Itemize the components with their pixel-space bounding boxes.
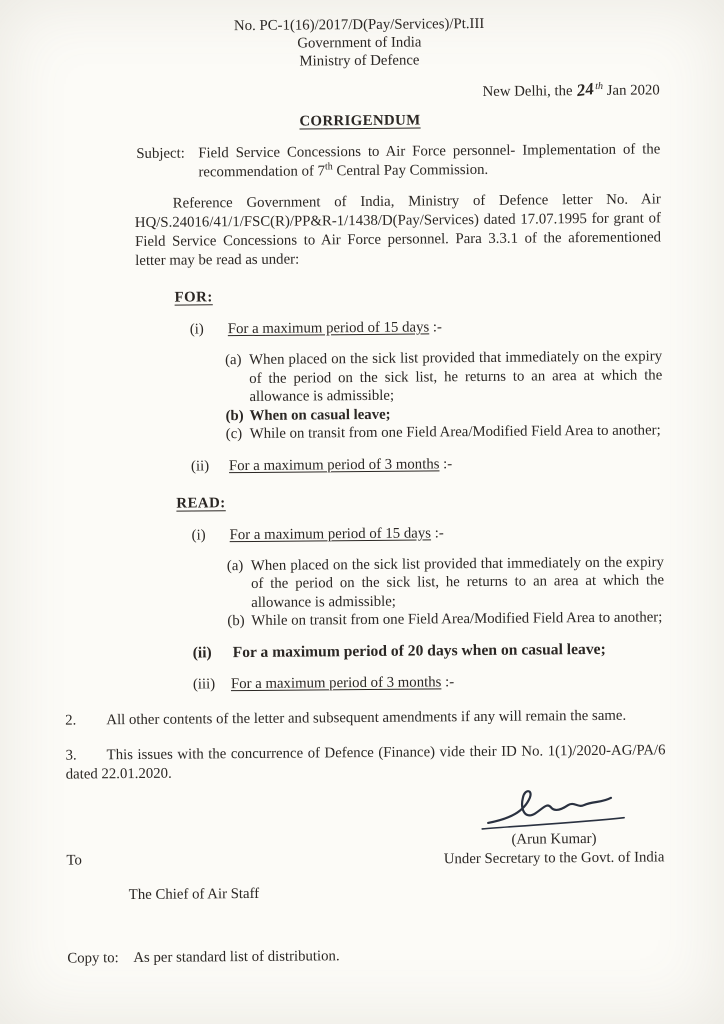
subclause-text: When placed on the sick list provided that immediately on the expiry of the period on the sick list, he returns to an area at which the allowance is admissible; xyxy=(250,553,665,611)
clause-text: For a maximum period of 15 days :- xyxy=(227,319,443,338)
paragraph-3 xyxy=(65,741,665,784)
handwritten-day-suffix: th xyxy=(595,80,604,93)
for-heading: FOR: xyxy=(174,289,213,306)
signatory-designation: Under Secretary to the Govt. of India xyxy=(443,848,665,867)
paragraph-number: 2. xyxy=(65,712,77,729)
clause-label: (i) xyxy=(191,526,206,543)
read-subclause-a xyxy=(227,553,664,612)
subclause-text: When placed on the sick list provided that immediately on the expiry of the period on the sick list, he returns to an area at which the allowance is admissible; xyxy=(249,348,663,405)
signature-row xyxy=(66,783,667,872)
signature-scribble xyxy=(473,783,633,834)
subclause-label: (c) xyxy=(225,426,243,443)
signatory-name: (Arun Kumar) xyxy=(511,830,597,848)
clause-text: For a maximum period of 15 days :- xyxy=(229,524,444,543)
copy-to-line xyxy=(67,944,667,968)
read-subclause-b xyxy=(227,608,664,630)
handwritten-day: 24 xyxy=(576,79,596,101)
subclause-label: (b) xyxy=(227,613,245,630)
clause-label: (ii) xyxy=(192,643,212,661)
paragraph-number: 3. xyxy=(65,747,77,764)
clause-text: For a maximum period of 20 days when on casual leave; xyxy=(232,640,606,661)
clause-label: (iii) xyxy=(192,675,216,692)
reference-number: No. PC-1(16)/2017/D(Pay/Services)/Pt.III xyxy=(233,15,485,35)
read-section xyxy=(63,472,665,695)
copy-to-text: As per standard list of distribution. xyxy=(133,947,340,966)
clause-text: For a maximum period of 3 months :- xyxy=(228,455,453,474)
read-clause-iii xyxy=(193,671,665,694)
addressee: The Chief of Air Staff xyxy=(128,885,260,903)
ordinal-superscript: th xyxy=(324,161,333,173)
month-year: Jan 2020 xyxy=(606,82,660,99)
subclause-text: When on casual leave; xyxy=(249,406,391,424)
signature-block xyxy=(443,783,666,869)
subclause-text: While on transit from one Field Area/Modified Field Area to another; xyxy=(251,609,663,629)
clause-label: (i) xyxy=(189,321,204,338)
read-clause-i xyxy=(192,522,664,545)
reference-paragraph: Reference Government of India, Ministry of Defence letter No. Air HQ/S.24016/41/1/FSC(R)/PP&R-1/1438/D(Pay/Services) dated 17.07.1995 for grant of Field Service Concessions to Air Force personnel. Para 3.3.1 of the aforementioned letter may be read as under: xyxy=(134,191,662,269)
paragraph-text: All other contents of the letter and subsequent amendments if any will remain the same. xyxy=(106,707,627,728)
subclause-label: (a) xyxy=(226,557,244,574)
dateline xyxy=(60,79,660,105)
for-subclause-a xyxy=(225,347,662,406)
letterhead xyxy=(59,13,659,72)
clause-label: (ii) xyxy=(190,457,210,474)
clause-text: For a maximum period of 3 months :- xyxy=(230,673,455,692)
for-subclause-c xyxy=(226,421,663,443)
org-ministry: Ministry of Defence xyxy=(299,52,420,70)
read-clause-ii xyxy=(193,639,665,662)
subject-line xyxy=(136,140,660,183)
copy-to-label: Copy to: xyxy=(67,949,119,967)
paragraph-text: This issues with the concurrence of Defence (Finance) vide their ID No. 1(1)/2020-AG/PA/6 dated 22.01.2020. xyxy=(65,741,666,783)
subclause-text: While on transit from one Field Area/Modified Field Area to another; xyxy=(249,422,661,442)
subclause-label: (a) xyxy=(225,352,242,369)
subclause-label: (b) xyxy=(225,407,244,424)
paragraph-2 xyxy=(65,706,665,730)
to-label: To xyxy=(66,851,82,869)
read-heading: READ: xyxy=(176,494,226,512)
subject-label: Subject: xyxy=(136,145,185,162)
place-date-prefix: New Delhi, the xyxy=(482,83,573,100)
for-section xyxy=(61,266,663,477)
letter-body xyxy=(59,13,667,968)
for-clause-i xyxy=(190,316,662,339)
document-title: CORRIGENDUM xyxy=(299,112,421,130)
subject-text: Field Service Concessions to Air Force personnel- Implementation of the recommendation of 7th Central Pay Commission. xyxy=(198,141,661,181)
org-government: Government of India xyxy=(297,34,422,52)
